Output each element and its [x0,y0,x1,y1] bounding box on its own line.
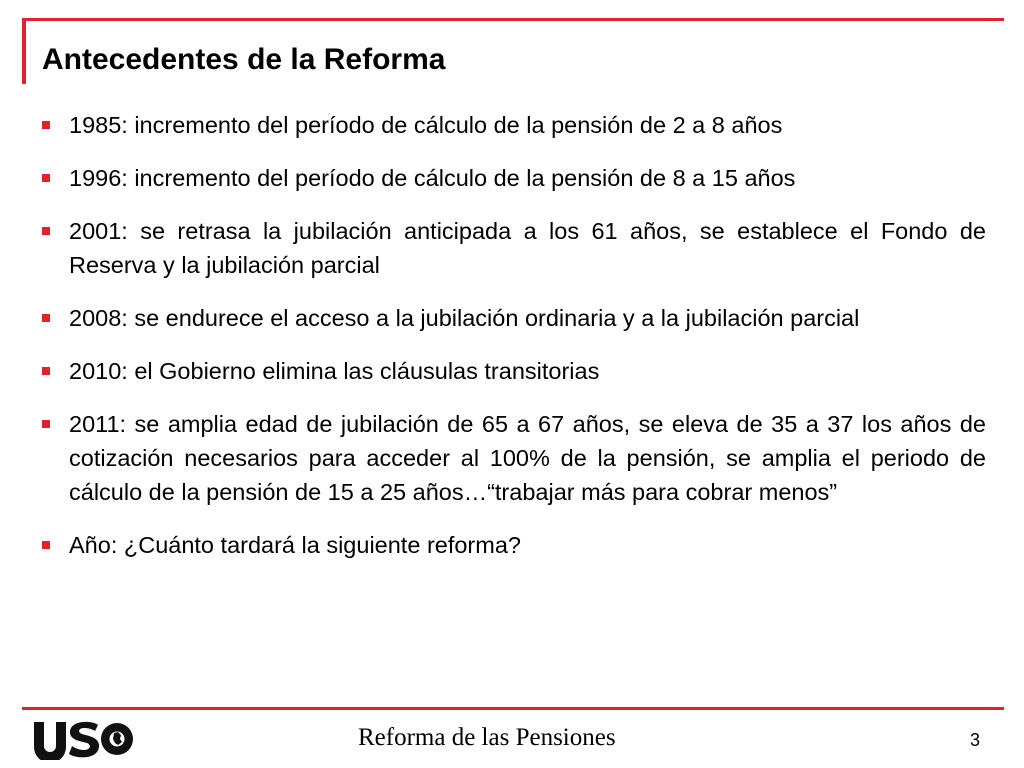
bullet-text: 2010: el Gobierno elimina las cláusulas transitorias [69,358,600,384]
square-bullet-icon [42,227,50,235]
uso-logo [32,718,136,760]
footer-title: Reforma de las Pensiones [358,724,616,751]
page-number: 3 [970,730,981,750]
header-rule-top [22,18,1004,21]
bullet-text: Año: ¿Cuánto tardará la siguiente reforma? [69,532,521,558]
bullet-item [40,354,986,388]
bullet-item [40,161,986,195]
square-bullet-icon [42,314,50,322]
bullet-list [40,108,986,581]
slide-title: Antecedentes de la Reforma [42,43,446,76]
bullet-item [40,108,986,142]
bullet-text: 2011: se amplia edad de jubilación de 65 a 67 años, se eleva de 35 a 37 los años de cotización necesarios para acceder al 100% de la pensión, se amplia el periodo de cálculo de la pensión de 15 a 25 años…“trabajar más para cobrar menos” [69,411,986,505]
square-bullet-icon [42,541,50,549]
bullet-item [40,214,986,282]
bullet-text: 1996: incremento del período de cálculo de la pensión de 8 a 15 años [69,165,796,191]
header-rule-left [22,18,26,84]
square-bullet-icon [42,420,50,428]
square-bullet-icon [42,121,50,129]
logo-letter-u [34,722,66,760]
square-bullet-icon [42,174,50,182]
bullet-text: 2001: se retrasa la jubilación anticipada a los 61 años, se establece el Fondo de Reserva y la jubilación parcial [69,218,986,278]
bullet-item [40,407,986,509]
logo-letter-s [69,722,99,757]
square-bullet-icon [42,367,50,375]
bullet-item [40,301,986,335]
footer-rule [22,707,1004,710]
bullet-item [40,528,986,562]
bullet-text: 1985: incremento del período de cálculo de la pensión de 2 a 8 años [69,112,783,138]
bullet-text: 2008: se endurece el acceso a la jubilación ordinaria y a la jubilación parcial [69,305,860,331]
